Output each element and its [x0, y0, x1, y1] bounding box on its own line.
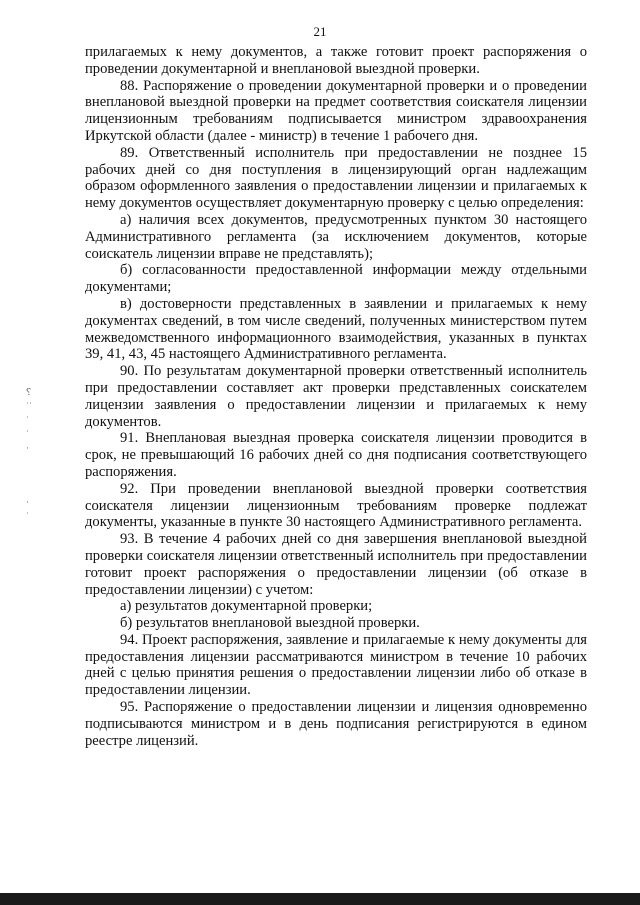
paragraph-93: 93. В течение 4 рабочих дней со дня завершения внеплановой выездной проверки соискателя лицензии ответственный исполнитель при предоставлении готовит проект распоряжения о предоставлении лицензии (об отказе в предоставлении лицензии) с учетом:	[85, 531, 587, 598]
paragraph-93-item-b: б) результатов внеплановой выездной проверки.	[120, 615, 420, 632]
paragraph-89: 89. Ответственный исполнитель при предоставлении не позднее 15 рабочих дней со дня поступления в лицензирующий орган надлежащим образом оформленного заявления о предоставлении лицензии и прилагаемых к нему документов осуществляет документарную проверку с целью определения:	[85, 144, 587, 212]
paragraph-89-item-a: а) наличия всех документов, предусмотренных пунктом 30 настоящего Административного регламента (за исключением документов, которые соискатель лицензии вправе не представлять);	[85, 211, 587, 262]
page-number: 21	[313, 24, 327, 39]
paragraph-88: 88. Распоряжение о проведении документарной проверки и о проведении внеплановой выездной проверки на предмет соответствия соискателя лицензии лицензионным требованиям подписывается министром здравоохранения Иркутской области (далее - министр) в течение 1 рабочего дня.	[85, 77, 587, 144]
paragraph-89-item-b: б) согласованности предоставленной информации между отдельными документами;	[85, 262, 587, 296]
paragraph-continuation: прилагаемых к нему документов, а также готовит проект распоряжения о проведении документарной и внеплановой выездной проверки.	[85, 44, 587, 77]
paragraph-90: 90. По результатам документарной проверки ответственный исполнитель при предоставлении составляет акт проверки представленных соискателем лицензии заявления о предоставлении лицензии и прилагаемых к нему документов.	[85, 363, 587, 430]
paragraph-92: 92. При проведении внеплановой выездной проверки соответствия соискателя лицензии лицензионным требованиям проверке подлежат документы, указанные в пункте 30 настоящего Административного регламента.	[85, 480, 587, 531]
paragraph-91: 91. Внеплановая выездная проверка соискателя лицензии проводится в срок, не превышающий 16 рабочих дней со дня подписания соответствующего распоряжения.	[85, 430, 587, 480]
document-body	[85, 44, 587, 749]
paragraph-95: 95. Распоряжение о предоставлении лицензии и лицензия одновременно подписываются министром и в день подписания регистрируются в едином реестре лицензий.	[85, 699, 587, 749]
paragraph-89-item-v: в) достоверности представленных в заявлении и прилагаемых к нему документах сведений, в том числе сведений, полученных министерством путем межведомственного информационного взаимодействия, указанных в пунктах 39, 41, 43, 45 настоящего Административного регламента.	[85, 295, 587, 363]
paragraph-93-item-a: а) результатов документарной проверки;	[120, 598, 373, 615]
margin-scan-marks: ⸮ ˙˙ ˙ ˙ · · ˙	[26, 387, 32, 521]
paragraph-94: 94. Проект распоряжения, заявление и прилагаемые к нему документы для предоставления лицензии рассматриваются министром в течение 10 рабочих дней с целью принятия решения о предоставлении лицензии либо об отказе в предоставлении лицензии.	[85, 631, 587, 699]
scan-bottom-edge	[0, 893, 640, 905]
